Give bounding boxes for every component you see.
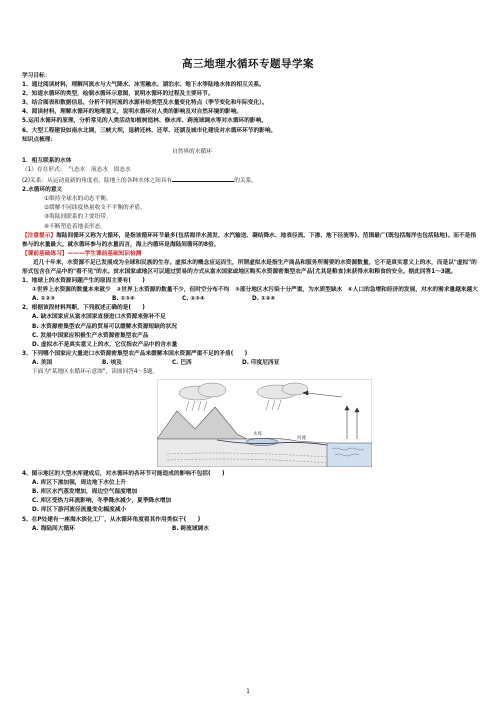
reservoir-label: 水库 [253, 432, 262, 438]
document-title: 高三地理水循环专题导学案 [182, 58, 314, 70]
objective-item: 1、通过阅读材料，理解河流水与大气降水、冰雪融水、湖泊水、地下水等陆地水体的相互关系。 [22, 82, 265, 89]
option-a[interactable]: A. ①②③ [32, 296, 56, 303]
option-c[interactable]: C. ②③④ [182, 296, 205, 303]
basic-practice-heading: 【课前基础练习】———学生课前基础知识检测 [22, 250, 142, 257]
note-label: 【注意提示】 [22, 232, 57, 239]
objective-item: 4、阅读材料，理解水循环的地理意义，说明水循环对人类的影响及对自然环境的影响。 [22, 109, 243, 116]
relation-suffix: 的关系。 [234, 178, 257, 185]
question-5-stem: 5、在P处建有一座海水淡化工厂，从水循环角度看其作用类似于( ) [22, 516, 201, 523]
question-5-options [22, 525, 480, 534]
section-1-heading: 1．相互联系的水体 [22, 157, 72, 164]
question-3-stem: 3、下列哪个国家应大量进口水资源密集型农产品来缓解本国水资源严重不足的矛盾( ) [22, 350, 248, 357]
reservoir-shape [246, 439, 278, 446]
objectives-heading: 学习目标： [22, 73, 51, 79]
water-cycle-svg [157, 379, 372, 467]
question-4-option-d[interactable]: D. 库区下游河流径流量变化幅度减小 [32, 507, 127, 514]
section-1-relation [22, 175, 480, 186]
question-2-option-b[interactable]: B. 水资源密集型农产品的贸易可以缓解水资源短缺的状况 [32, 323, 177, 330]
figure-intro: 下面为"某地区水循环示意图"，读图回答4～5题。 [32, 369, 159, 375]
option-d[interactable]: D. ①②④ [252, 296, 276, 303]
cycle-heading: 自然界的水循环 [172, 148, 212, 155]
question-2-option-c[interactable]: C. 发展中国家应积极生产水资源密集型农产品 [32, 332, 149, 339]
significance-item: ②缓解不同纬度热量收支不平衡的矛盾。 [44, 205, 146, 212]
question-1-options [22, 295, 480, 304]
option-d[interactable]: D. 印度尼西亚 [242, 359, 280, 366]
question-2-option-d[interactable]: D. 虚拟水不是真实意义上的水，它仅指农产品中的含水量 [32, 341, 178, 348]
water-cycle-diagram [157, 379, 372, 467]
option-b[interactable]: B. 跨流域调水 [172, 525, 209, 532]
significance-item: ①维持全球水的动态平衡。 [44, 196, 112, 203]
relation-prefix: (2)关系：从运动更新的角度看，陆地上的各种水体之间具有 [22, 178, 173, 185]
question-2-stem: 2、根据该段材料判断，下列叙述正确的是( ) [22, 305, 145, 312]
objective-item: 2、知道水循环的类型，绘制水循环示意图，说明水循环的过程及主要环节。 [22, 91, 214, 98]
objective-item: 6、大型工程建设如南水北调，三峡大坝，退耕还林、还草、还湖及城市化建设对水循环环节的影响。 [22, 127, 277, 134]
question-1-statements: ①世界上水资源的数量本来就少 ②世界上水资源的数量不少，但时空分布不均 ③部分地区水污染十分严重，为水质型缺水 ④人口的急增和经济的发展，对水的需求量越来越大 [32, 287, 478, 294]
option-b[interactable]: B. ①③④ [112, 296, 135, 303]
river-label: 河流 [297, 436, 306, 442]
question-4-option-b[interactable]: B. 库区水汽蒸发增加，周边空气湿度增加 [32, 489, 138, 496]
note-text: 海陆间循环又称为大循环，是指该循环环节最多(包括海洋水蒸发、水汽输送、凝结降水、地表径流、下渗、地下径流等)、范围最广(既包括海洋也包括陆地)。而不是指参与的水量最大。就水循环参与的水量而言，海上内循环是海陆间循环的8倍。 [22, 232, 477, 248]
question-4-option-c[interactable]: C. 库区受热力环流影响，冬季降水减少，夏季降水增加 [32, 498, 172, 505]
reading-passage: 近几十年来，水资源不足已发展成为全球和民族的生存。虚拟水的概念应运而生，所谓虚拟水是指生产商品和服务所需要的水资源数量，它不是真实意义上的水，而是以"虚拟"的形式包含在产品中的"看不见"的水。贫水国家或地区可以通过贸易的方式从富水国家或地区购买水资源密集型农产品(尤其是粮食)来获得水和粮食的安全。据此回答1～3题。 [22, 259, 477, 275]
question-4-option-a[interactable]: A. 库区下渗加强，周边地下水位上升 [32, 480, 126, 487]
question-4-stem: 4、图示地区的大型水库建成后，对水循环的各环节可能造成的影响不包括( ) [22, 471, 225, 478]
knowledge-heading: 知识点梳理： [22, 136, 57, 143]
question-1-stem: 1、地球上的水资源问题产生的原因主要有( ) [22, 278, 145, 285]
objective-item: 5.运用水循环的原理，分析常见的人类活动如植树造林、修水库、跨流域调水等对水循环的影响。 [22, 118, 267, 125]
option-a[interactable]: A. 海陆间大循环 [32, 525, 75, 532]
question-3-options [22, 359, 480, 368]
question-2-option-a[interactable]: A. 缺水国家应从富水国家直接进口水资源来弥补不足 [32, 314, 166, 321]
option-b[interactable]: B. 埃及 [102, 359, 122, 366]
objective-item: 3、结合图表和数据信息，分析不同河流的水源补给类型及水量变化特点（季节变化和年际变化）。 [22, 100, 268, 107]
section-1-forms: （1）存在形式： 气态水 液态水 固态水 [22, 166, 131, 173]
note-paragraph [22, 232, 480, 250]
page-number: 1 [246, 688, 250, 695]
significance-item: ③海陆间联系的主要纽带。 [44, 214, 112, 221]
fill-blank[interactable] [172, 175, 234, 182]
document-body [22, 72, 480, 534]
significance-item: ④不断塑造着地表形态。 [44, 223, 106, 230]
option-a[interactable]: A. 美国 [32, 359, 53, 366]
option-c[interactable]: C. 巴西 [172, 359, 192, 366]
section-2-heading: 2.水循环的意义 [22, 187, 63, 194]
sea-shape [327, 443, 372, 467]
